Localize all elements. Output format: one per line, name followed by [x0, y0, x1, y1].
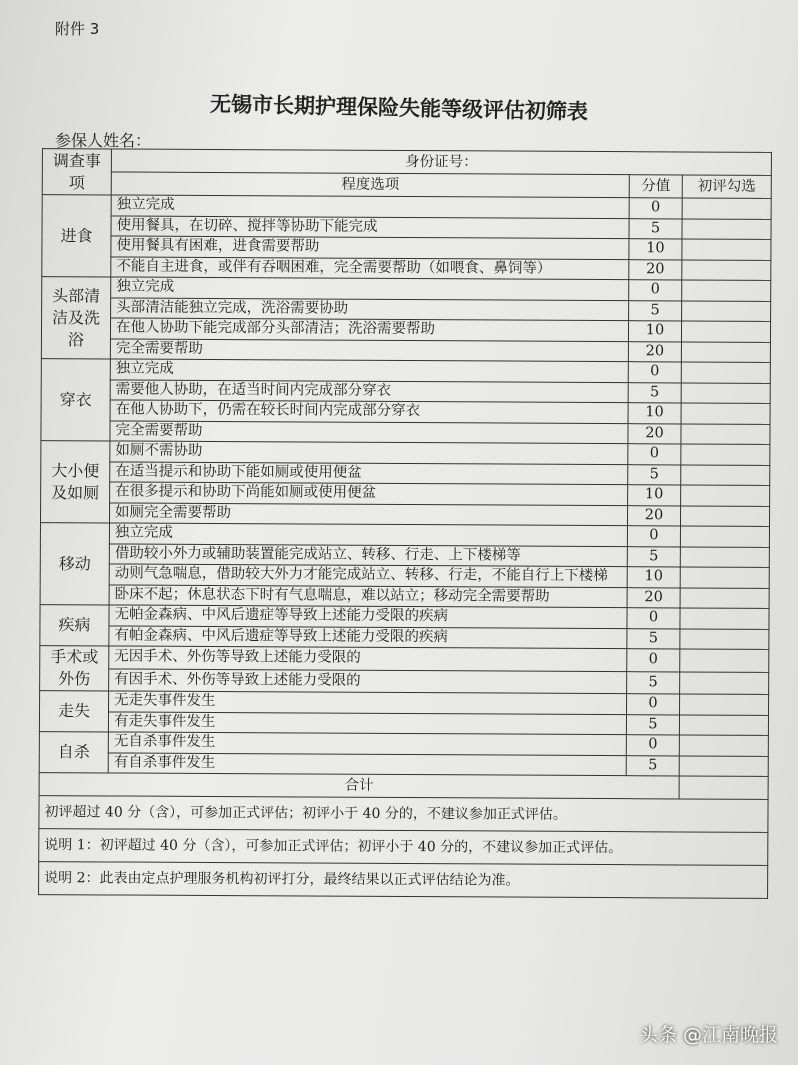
- option-text: 需要他人协助，在适当时间内完成部分穿衣: [110, 379, 628, 402]
- check-cell[interactable]: [681, 382, 770, 403]
- score-cell: 20: [628, 423, 681, 444]
- score-cell: 5: [627, 671, 680, 694]
- header-check: 初评勾选: [682, 175, 771, 198]
- option-text: 独立完成: [109, 523, 627, 546]
- category-cell: 手术或外伤: [40, 646, 109, 691]
- option-text: 有因手术、外伤等导致上述能力受限的: [109, 668, 627, 693]
- check-cell[interactable]: [680, 546, 769, 567]
- check-cell[interactable]: [680, 628, 769, 649]
- check-cell[interactable]: [680, 505, 769, 526]
- option-text: 如厕不需协助: [110, 441, 628, 464]
- check-cell[interactable]: [682, 280, 771, 301]
- score-cell: 5: [626, 714, 679, 735]
- category-cell: 疾病: [40, 605, 109, 646]
- category-cell: 穿衣: [41, 359, 110, 441]
- note2-text: 说明 2：此表由定点护理服务机构初评打分，最终结果以正式评估结论为准。: [39, 862, 768, 899]
- option-text: 在很多提示和协助下尚能如厕或使用便盆: [110, 482, 628, 505]
- option-text: 头部清洁能独立完成，洗浴需要协助: [111, 297, 629, 320]
- check-cell[interactable]: [680, 526, 769, 547]
- check-cell[interactable]: [680, 567, 769, 588]
- category-cell: 走失: [39, 691, 108, 732]
- attachment-label: 附件 3: [55, 20, 100, 38]
- check-cell[interactable]: [681, 403, 770, 424]
- option-text: 有帕金森病、中风后遗症等导致上述能力受限的疾病: [109, 625, 627, 648]
- option-text: 独立完成: [110, 359, 628, 382]
- score-cell: 0: [629, 198, 682, 219]
- score-cell: 10: [627, 567, 680, 588]
- score-cell: 0: [628, 362, 681, 383]
- score-cell: 0: [627, 649, 680, 672]
- option-text: 无自杀事件发生: [108, 732, 626, 755]
- note1-text: 说明 1：初评超过 40 分（含），可参加正式评估；初评小于 40 分的，不建议参加正式评估。: [39, 829, 768, 866]
- check-cell[interactable]: [682, 259, 771, 280]
- option-text: 使用餐具，在切碎、搅拌等协助下能完成: [111, 215, 629, 238]
- score-cell: 20: [627, 505, 680, 526]
- category-cell: 自杀: [39, 732, 108, 773]
- screening-table: [38, 148, 772, 899]
- score-cell: 0: [626, 735, 679, 756]
- option-text: 无帕金森病、中风后遗症等导致上述能力受限的疾病: [109, 605, 627, 628]
- score-cell: 10: [628, 485, 681, 506]
- check-cell[interactable]: [680, 608, 769, 629]
- option-text: 有自杀事件发生: [108, 752, 626, 775]
- option-text: 使用餐具有困难，进食需要帮助: [111, 236, 629, 259]
- score-cell: 5: [629, 300, 682, 321]
- check-cell[interactable]: [682, 218, 771, 239]
- score-cell: 5: [628, 464, 681, 485]
- score-cell: 5: [626, 755, 679, 776]
- score-cell: 0: [627, 608, 680, 629]
- category-cell: 移动: [40, 523, 109, 605]
- category-cell: 头部清洁及洗浴: [41, 277, 110, 359]
- check-cell[interactable]: [680, 671, 769, 694]
- score-cell: 5: [627, 628, 680, 649]
- option-text: 卧床不起；休息状态下时有气息喘息，难以站立；移动完全需要帮助: [109, 584, 627, 607]
- score-cell: 5: [629, 218, 682, 239]
- score-cell: 0: [627, 694, 680, 715]
- score-cell: 5: [628, 382, 681, 403]
- note-row: [39, 796, 768, 833]
- header-options: 程度选项: [111, 172, 629, 198]
- check-cell[interactable]: [682, 198, 771, 219]
- check-cell[interactable]: [681, 362, 770, 383]
- option-text: 不能自主进食，或伴有吞咽困难，完全需要帮助（如喂食、鼻饲等）: [111, 256, 629, 279]
- id-number-label: 身份证号：: [111, 149, 771, 175]
- score-cell: 10: [628, 321, 681, 342]
- header-item: 调查事项: [42, 149, 111, 195]
- total-label: 合计: [39, 773, 679, 799]
- score-cell: 5: [627, 546, 680, 567]
- option-text: 无走失事件发生: [109, 691, 627, 714]
- option-text: 独立完成: [111, 277, 629, 300]
- check-cell[interactable]: [681, 485, 770, 506]
- score-cell: 0: [628, 444, 681, 465]
- score-cell: 20: [629, 259, 682, 280]
- check-cell[interactable]: [681, 341, 770, 362]
- check-cell[interactable]: [681, 423, 770, 444]
- check-cell[interactable]: [682, 300, 771, 321]
- rule-text: 初评超过 40 分（含），可参加正式评估；初评小于 40 分的，不建议参加正式评估。: [39, 796, 768, 833]
- option-text: 无因手术、外伤等导致上述能力受限的: [109, 646, 627, 671]
- category-cell: 进食: [42, 195, 111, 277]
- watermark: 头条 @江南晚报: [638, 1024, 778, 1046]
- option-text: 如厕完全需要帮助: [109, 502, 627, 525]
- check-cell[interactable]: [681, 444, 770, 465]
- check-cell[interactable]: [679, 755, 768, 776]
- score-cell: 0: [629, 280, 682, 301]
- score-cell: 20: [627, 587, 680, 608]
- option-text: 借助较小外力或辅助装置能完成站立、转移、行走、上下楼梯等: [109, 543, 627, 566]
- score-cell: 0: [627, 526, 680, 547]
- option-text: 完全需要帮助: [110, 420, 628, 443]
- check-cell[interactable]: [681, 321, 770, 342]
- option-text: 独立完成: [111, 195, 629, 218]
- note-row: [39, 862, 768, 899]
- header-score: 分值: [629, 175, 682, 198]
- score-cell: 10: [628, 403, 681, 424]
- total-check-cell[interactable]: [679, 776, 768, 799]
- check-cell[interactable]: [679, 714, 768, 735]
- option-text: 在他人协助下能完成部分头部清洁；洗浴需要帮助: [110, 318, 628, 341]
- option-text: 在适当提示和协助下能如厕或使用便盆: [110, 461, 628, 484]
- check-cell[interactable]: [680, 694, 769, 715]
- check-cell[interactable]: [681, 464, 770, 485]
- check-cell[interactable]: [682, 239, 771, 260]
- check-cell[interactable]: [680, 587, 769, 608]
- insured-name-label: 参保人姓名：: [55, 131, 152, 150]
- check-cell[interactable]: [679, 735, 768, 756]
- option-text: 有走失事件发生: [108, 711, 626, 734]
- note-row: [39, 829, 768, 866]
- option-text: 完全需要帮助: [110, 338, 628, 361]
- check-cell[interactable]: [680, 649, 769, 672]
- option-text: 动则气急喘息，借助较大外力才能完成站立、转移、行走，不能自行上下楼梯: [109, 564, 627, 587]
- option-text: 在他人协助下，仍需在较长时间内完成部分穿衣: [110, 400, 628, 423]
- category-cell: 大小便及如厕: [40, 441, 109, 523]
- score-cell: 20: [628, 341, 681, 362]
- score-cell: 10: [629, 239, 682, 260]
- page-title: 无锡市长期护理保险失能等级评估初筛表: [209, 91, 589, 124]
